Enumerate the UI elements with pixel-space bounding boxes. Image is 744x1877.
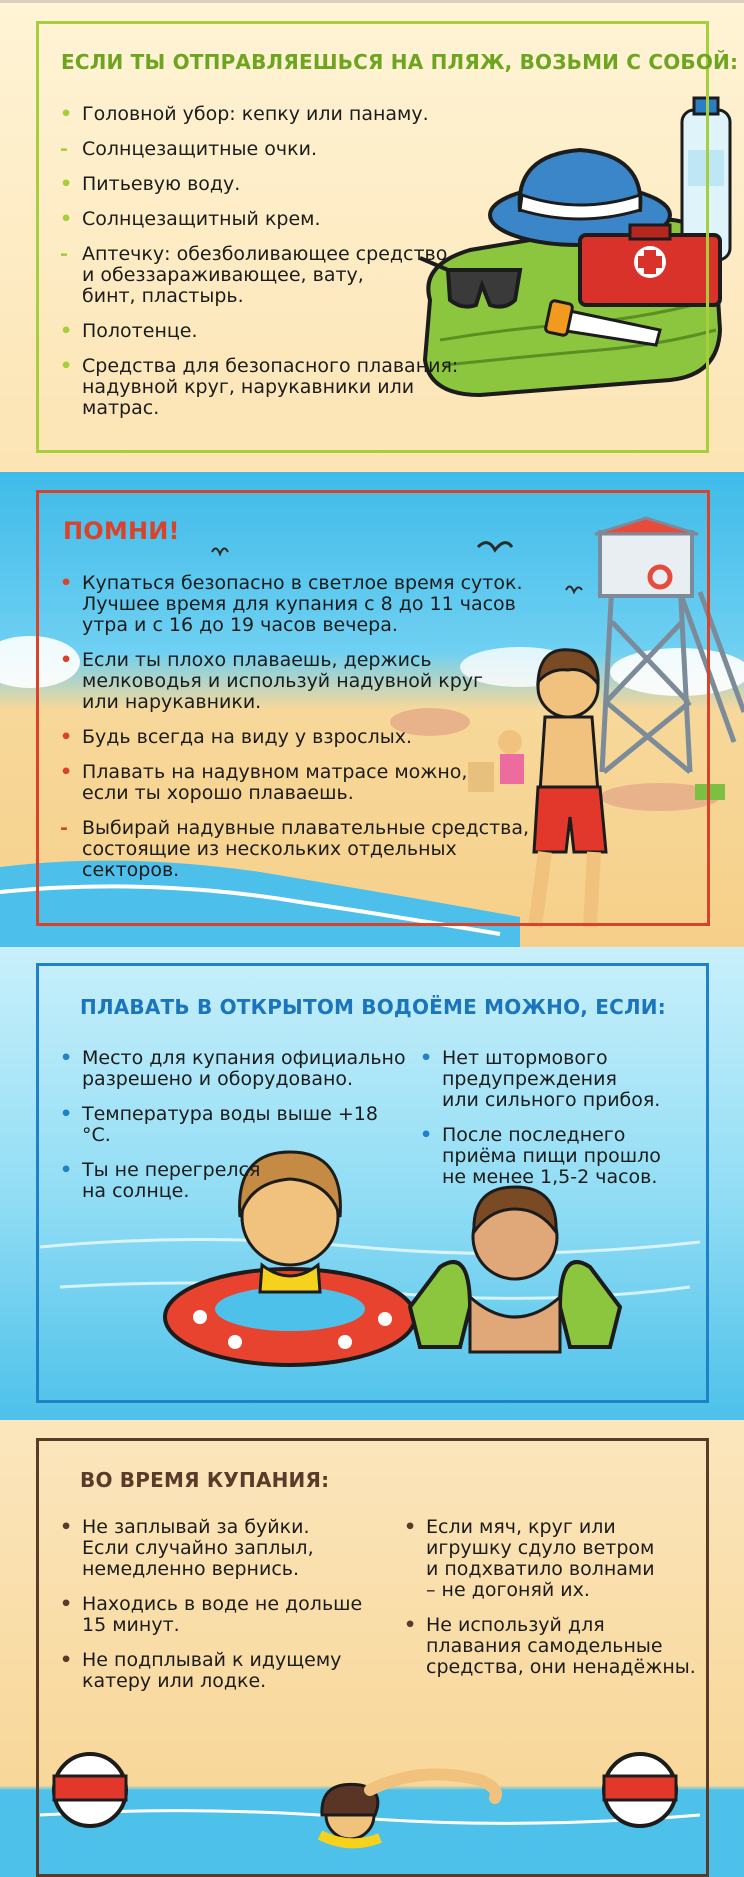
section-remember <box>0 472 744 947</box>
bullet-marker: • <box>60 649 73 671</box>
beach-item-text: Аптечку: обезболивающее средство и обеззараживающее, вату, бинт, пластырь. <box>82 243 448 307</box>
bathing-item-text: Не заплывай за буйки. Если случайно заплыл, немедленно вернись. <box>82 1516 314 1580</box>
bullet-marker: • <box>60 572 73 594</box>
beach-item-text: Головной убор: кепку или панаму. <box>82 103 429 125</box>
bullet-marker: • <box>60 761 73 783</box>
remember-item-text: Плавать на надувном матрасе можно, если ты хорошо плаваешь. <box>82 761 468 804</box>
beach-item <box>60 244 480 307</box>
open-water-right-list <box>420 1048 700 1202</box>
bathing-left-list <box>60 1517 390 1706</box>
remember-item <box>60 762 530 804</box>
remember-item-text: Выбирай надувные плавательные средства, состоящие из нескольких отдельных секторов. <box>82 817 530 881</box>
beach-item <box>60 139 480 160</box>
section-beach <box>0 0 744 472</box>
beach-item-text: Солнцезащитный крем. <box>82 208 321 230</box>
bathing-item <box>60 1650 390 1692</box>
section-open-water <box>0 947 744 1420</box>
bullet-marker: • <box>60 1593 73 1615</box>
beach-item <box>60 104 480 125</box>
bullet-marker: • <box>60 1649 73 1671</box>
bathing-item <box>404 1517 704 1601</box>
remember-items-list <box>60 573 530 895</box>
section-bathing <box>0 1420 744 1877</box>
bathing-item <box>60 1594 390 1636</box>
bullet-marker: • <box>60 726 73 748</box>
open-water-left-list <box>60 1048 410 1216</box>
open-water-item-text: Ты не перегрелся на солнце. <box>82 1159 261 1202</box>
bathing-item-text: Если мяч, круг или игрушку сдуло ветром и подхватило волнами – не догоняй их. <box>426 1516 655 1601</box>
bathing-item <box>404 1615 704 1678</box>
bathing-item <box>60 1517 390 1580</box>
open-water-item <box>60 1048 410 1090</box>
beach-item <box>60 209 480 230</box>
beach-item-text: Питьевую воду. <box>82 173 241 195</box>
bullet-marker: • <box>60 355 73 377</box>
bullet-marker: - <box>60 243 68 265</box>
remember-item-text: Купаться безопасно в светлое время суток. Лучшее время для купания с 8 до 11 часов утра и с 16 до 19 часов вечера. <box>82 572 523 636</box>
bullet-marker: • <box>420 1124 433 1146</box>
bullet-marker: - <box>60 817 68 839</box>
bullet-marker: • <box>60 103 73 125</box>
open-water-item-text: Нет штормового предупреждения или сильного прибоя. <box>442 1047 661 1111</box>
remember-heading: ПОМНИ! <box>63 517 180 545</box>
beach-item-text: Средства для безопасного плавания: надувной круг, нарукавники или матрас. <box>82 355 459 419</box>
bullet-marker: • <box>404 1614 417 1636</box>
beach-items-list <box>60 104 480 433</box>
open-water-item-text: После последнего приёма пищи прошло не менее 1,5-2 часов. <box>442 1124 661 1188</box>
beach-item <box>60 174 480 195</box>
bullet-marker: • <box>60 173 73 195</box>
remember-item-text: Если ты плохо плаваешь, держись мелководья и используй надувной круг или нарукавники. <box>82 649 484 713</box>
remember-item-text: Будь всегда на виду у взрослых. <box>82 726 413 748</box>
bullet-marker: • <box>60 208 73 230</box>
bullet-marker: • <box>420 1047 433 1069</box>
bathing-item-text: Не подплывай к идущему катеру или лодке. <box>82 1649 342 1692</box>
open-water-item-text: Место для купания официально разрешено и оборудовано. <box>82 1047 406 1090</box>
bullet-marker: - <box>60 138 68 160</box>
beach-item <box>60 321 480 342</box>
open-water-heading: ПЛАВАТЬ В ОТКРЫТОМ ВОДОЁМЕ МОЖНО, ЕСЛИ: <box>80 995 666 1019</box>
open-water-item <box>420 1125 700 1188</box>
bullet-marker: • <box>60 1047 73 1069</box>
bathing-right-list <box>404 1517 704 1692</box>
bullet-marker: • <box>404 1516 417 1538</box>
bullet-marker: • <box>60 1516 73 1538</box>
remember-item <box>60 727 530 748</box>
remember-item <box>60 650 530 713</box>
bullet-marker: • <box>60 320 73 342</box>
beach-item-text: Полотенце. <box>82 320 198 342</box>
bathing-heading: ВО ВРЕМЯ КУПАНИЯ: <box>80 1468 330 1492</box>
open-water-item <box>420 1048 700 1111</box>
bullet-marker: • <box>60 1103 73 1125</box>
bathing-item-text: Находись в воде не дольше 15 минут. <box>82 1593 363 1636</box>
beach-item <box>60 356 480 419</box>
open-water-item <box>60 1160 410 1202</box>
beach-heading: ЕСЛИ ТЫ ОТПРАВЛЯЕШЬСЯ НА ПЛЯЖ, ВОЗЬМИ С СОБОЙ: <box>61 50 739 74</box>
bullet-marker: • <box>60 1159 73 1181</box>
bathing-item-text: Не используй для плавания самодельные средства, они ненадёжны. <box>426 1614 696 1678</box>
open-water-item <box>60 1104 410 1146</box>
beach-item-text: Солнцезащитные очки. <box>82 138 318 160</box>
open-water-item-text: Температура воды выше +18 °C. <box>82 1103 378 1146</box>
remember-item <box>60 818 530 881</box>
remember-item <box>60 573 530 636</box>
